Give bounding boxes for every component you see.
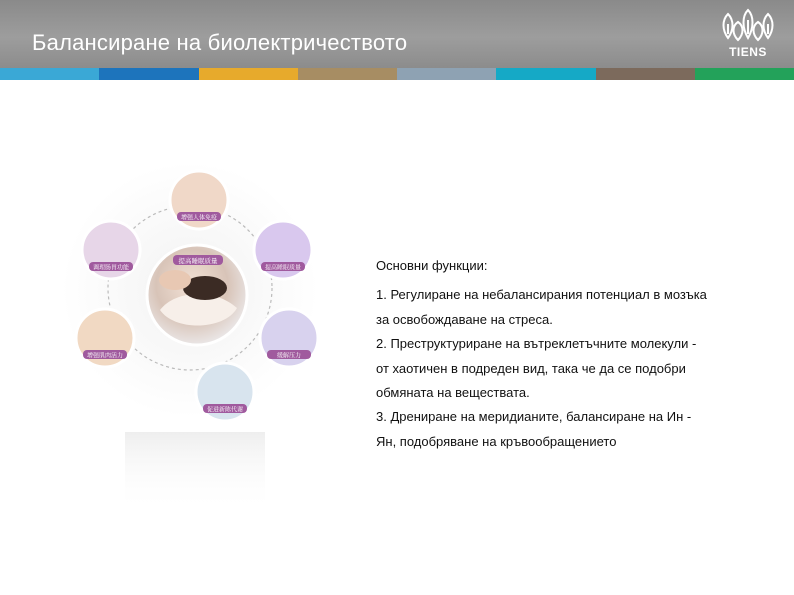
- functions-text: [376, 254, 776, 454]
- slide-title: Балансиране на биолектричеството: [32, 30, 408, 55]
- center-label-text: 提高睡眠质量: [178, 257, 218, 265]
- center-label: [173, 255, 223, 265]
- lotus-icon: [718, 8, 778, 46]
- functions-line: 2. Преструктуриране на вътреклетъчните молекули -: [376, 336, 697, 352]
- benefit-node: [254, 221, 312, 279]
- functions-line: Ян, подобряване на кръвообращението: [376, 433, 617, 449]
- benefit-node: [196, 363, 254, 421]
- stripe-segment: [496, 68, 595, 80]
- reflection: [125, 432, 265, 512]
- stripe-segment: [99, 68, 198, 80]
- benefits-diagram: [55, 160, 335, 520]
- benefit-label: 增强肌肉活力: [86, 352, 124, 360]
- color-stripe: [0, 68, 794, 80]
- functions-heading: Основни функции:: [376, 258, 488, 273]
- stripe-segment: [298, 68, 397, 80]
- functions-line: обмяната на веществата.: [376, 385, 530, 401]
- benefit-label: 调理肠胃功能: [92, 264, 130, 272]
- functions-line: от хаотичен в подреден вид, така че да се подобри: [376, 360, 686, 376]
- stripe-segment: [199, 68, 298, 80]
- stripe-segment: [0, 68, 99, 80]
- benefit-label: 提高睡眠质量: [264, 264, 302, 272]
- benefit-label: 缓解压力: [276, 352, 302, 360]
- stripe-segment: [596, 68, 695, 80]
- benefit-label: 增强人体免疫: [180, 214, 218, 222]
- functions-line: 3. Дрениране на меридианите, балансиране на Ин -: [376, 409, 692, 425]
- tiens-logo: [718, 8, 778, 62]
- functions-line: за освобождаване на стреса.: [376, 311, 553, 327]
- benefit-node: [76, 309, 134, 367]
- stripe-segment: [397, 68, 496, 80]
- benefit-node: [260, 309, 318, 367]
- benefit-node: [82, 221, 140, 279]
- benefit-label: 促进新陈代谢: [206, 406, 244, 414]
- stripe-segment: [695, 68, 794, 80]
- header-bar: [0, 0, 794, 68]
- benefit-node: [170, 171, 228, 229]
- functions-line: 1. Регулиране на небалансирания потенциал в мозъка: [376, 287, 707, 303]
- logo-text: TIENS: [729, 45, 767, 59]
